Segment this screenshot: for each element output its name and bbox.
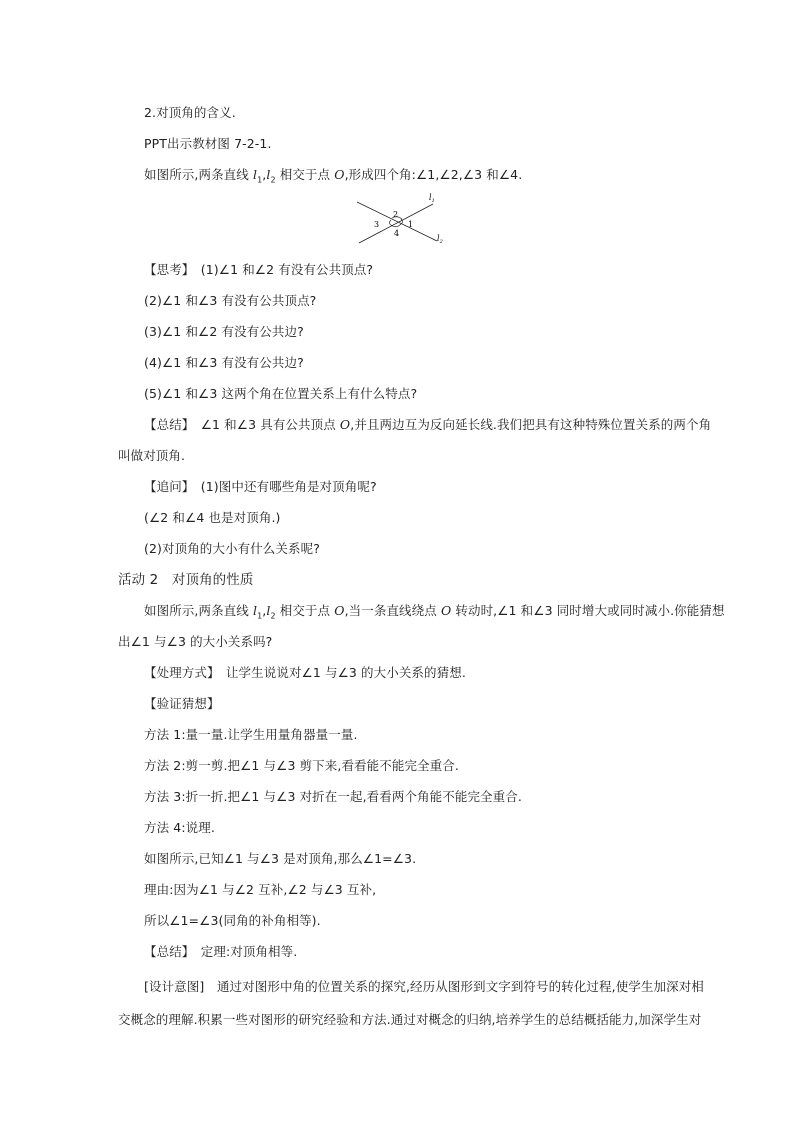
theorem-summary: 【总结】 定理:对顶角相等. xyxy=(144,944,298,959)
activity-line-2: 出∠1 与∠3 的大小关系吗? xyxy=(118,634,273,649)
method-2: 方法 2:剪一剪.把∠1 与∠3 剪下来,看看能不能完全重合. xyxy=(144,758,459,773)
summary-line-1: 【总结】 ∠1 和∠3 具有公共顶点 O,并且两边互为反向延长线.我们把具有这种特殊位置关系的两个角 xyxy=(144,417,712,432)
method-3: 方法 3:折一折.把∠1 与∠3 对折在一起,看看两个角能不能完全重合. xyxy=(144,789,522,804)
label-l1: $l_1$ xyxy=(429,193,435,204)
reason-line-3: 所以∠1=∠3(同角的补角相等). xyxy=(144,913,321,928)
design-intent-line-2: 交概念的理解.积累一些对图形的研究经验和方法.通过对概念的归纳,培养学生的总结概括能力,加深学生对 xyxy=(118,1012,702,1027)
reason-line-2: 理由:因为∠1 与∠2 互补,∠2 与∠3 互补, xyxy=(144,882,377,897)
text-line: 如图所示,两条直线 $l_1,l_2$ 相交于点 O,形成四个角:∠1,∠2,∠3 和∠4. xyxy=(144,167,523,185)
summary-line-2: 叫做对顶角. xyxy=(118,448,186,463)
angle-3-label: 3 xyxy=(374,220,380,229)
angle-2-label: 2 xyxy=(393,210,399,219)
method-1: 方法 1:量一量.让学生用量角器量一量. xyxy=(144,727,358,742)
text-line: 2.对顶角的含义. xyxy=(144,105,236,120)
activity-line-1: 如图所示,两条直线 $l_1,l_2$ 相交于点 O,当一条直线绕点 O 转动时,∠1 和∠3 同时增大或同时减小.你能猜想 xyxy=(144,603,725,621)
think-q2: (2)∠1 和∠3 有没有公共顶点? xyxy=(144,293,317,308)
think-q4: (4)∠1 和∠3 有没有公共边? xyxy=(144,355,304,370)
angle-4-label: 4 xyxy=(394,229,400,238)
design-intent-line-1: [设计意图] 通过对图形中角的位置关系的探究,经历从图形到文字到符号的转化过程,使学生加深对相 xyxy=(144,979,704,994)
section-heading-activity-2: 活动 2 对顶角的性质 xyxy=(118,572,254,588)
ask-answer: (∠2 和∠4 也是对顶角.) xyxy=(144,510,281,525)
method-4: 方法 4:说理. xyxy=(144,820,215,835)
intersecting-lines-figure xyxy=(355,192,450,248)
think-q3: (3)∠1 和∠2 有没有公共边? xyxy=(144,324,304,339)
label-l2: $l_2$ xyxy=(437,234,443,245)
ask-q2: (2)对顶角的大小有什么关系呢? xyxy=(144,541,320,556)
ask-q1: 【追问】 (1)图中还有哪些角是对顶角呢? xyxy=(144,479,377,494)
text-line: PPT出示教材图 7-2-1. xyxy=(144,136,272,151)
angle-arc-3 xyxy=(390,220,392,225)
reason-line-1: 如图所示,已知∠1 与∠3 是对顶角,那么∠1=∠3. xyxy=(144,851,417,866)
handle-method: 【处理方式】 让学生说说对∠1 与∠3 的大小关系的猜想. xyxy=(144,665,466,680)
think-q1: 【思考】 (1)∠1 和∠2 有没有公共顶点? xyxy=(144,262,374,277)
verify-heading: 【验证猜想】 xyxy=(144,696,220,711)
angle-1-label: 1 xyxy=(408,220,414,229)
think-q5: (5)∠1 和∠3 这两个角在位置关系上有什么特点? xyxy=(144,386,418,401)
